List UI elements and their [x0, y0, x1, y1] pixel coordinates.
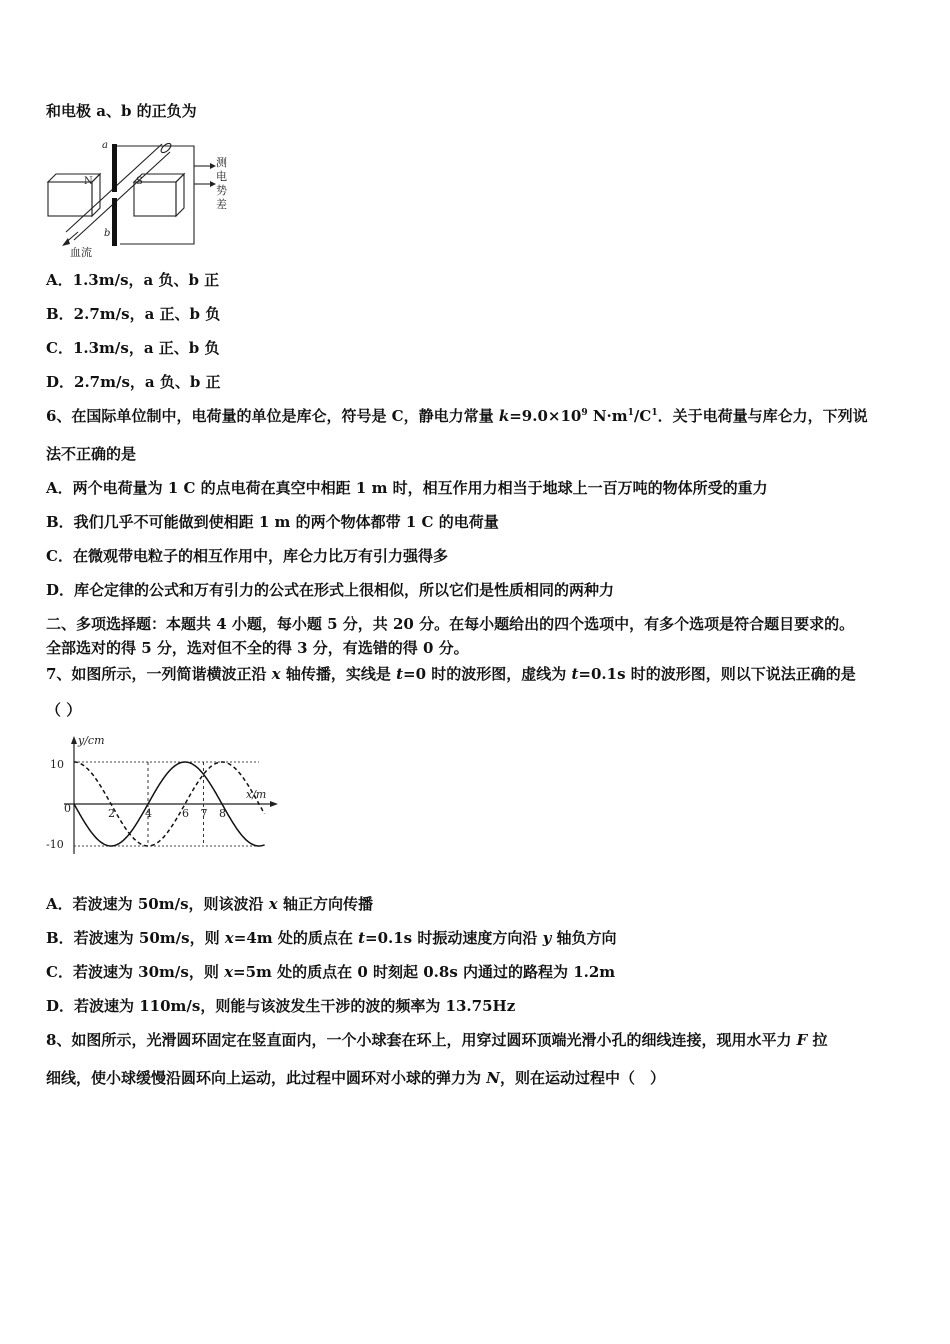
vessel-end	[160, 142, 173, 154]
magnet-s-side	[176, 174, 184, 216]
q8-stem-line2: 细线，使小球缓慢沿圆环向上运动，此过程中圆环对小球的弹力为 N，则在运动过程中（ ）	[46, 1069, 665, 1087]
vessel-lower-edge	[74, 152, 170, 240]
q6-option-b: B．我们几乎不可能做到使相距 1 m 的两个物体都带 1 C 的电荷量	[46, 513, 499, 531]
x-tick-6: 6	[182, 807, 189, 820]
side-label-2: 电	[216, 170, 227, 183]
q7-stem: 7、如图所示，一列简谐横波正沿 x 轴传播，实线是 t=0 时的波形图，虚线为 t=0.1s 时的波形图，则以下说法正确的是	[46, 665, 856, 683]
label-blood-flow: 血流	[70, 246, 92, 258]
label-n: N	[84, 176, 93, 187]
x-tick-8: 8	[219, 807, 226, 820]
q6-option-c: C．在微观带电粒子的相互作用中，库仑力比万有引力强得多	[46, 547, 448, 565]
q6-stem-line1: 6、在国际单位制中，电荷量的单位是库仑，符号是 C，静电力常量 $k=9.0\times 10^9$ $N\cdot m^1/C^1$．关于电荷量与库仑力，下列说	[46, 407, 868, 425]
y-tick-10: 10	[50, 758, 64, 771]
y-tick-minus10: -10	[46, 838, 64, 851]
y-tick-0: 0	[64, 802, 71, 815]
q5-option-d: D．2.7m/s，a 负、b 正	[46, 373, 221, 391]
label-b: b	[104, 228, 111, 239]
x-tick-7: 7	[200, 807, 208, 820]
label-a: a	[102, 140, 108, 151]
magnet-s-front	[134, 182, 176, 216]
q6-stem-line2: 法不正确的是	[46, 445, 137, 463]
circuit-wire	[116, 146, 194, 244]
q5-option-b: B．2.7m/s，a 正、b 负	[46, 305, 221, 323]
q8-stem-line1: 8、如图所示，光滑圆环固定在竖直面内，一个小球套在环上，用穿过圆环顶端光滑小孔的细线连接，现用水平力 F 拉	[46, 1031, 828, 1049]
label-s: S	[136, 176, 143, 187]
x-tick-4: 4	[145, 807, 152, 820]
q7-option-c: C．若波速为 30m/s，则 x=5m 处的质点在 0 时刻起 0.8s 内通过的路程为 1.2m	[46, 963, 616, 981]
y-axis-label: y/cm	[78, 734, 105, 747]
q5-option-c: C．1.3m/s，a 正、b 负	[46, 339, 220, 357]
side-label-4: 差	[216, 198, 227, 211]
wave-chart	[42, 732, 282, 862]
q5-option-a: A．1.3m/s，a 负、b 正	[46, 271, 220, 289]
q7-option-b: B．若波速为 50m/s，则 x=4m 处的质点在 t=0.1s 时振动速度方向沿 y 轴负方向	[46, 929, 617, 947]
side-label-1: 测	[216, 156, 227, 169]
q6-option-d: D．库仑定律的公式和万有引力的公式在形式上很相似，所以它们是性质相同的两种力	[46, 581, 615, 599]
x-tick-2: 2	[108, 807, 115, 820]
q7-bracket: （ ）	[46, 701, 82, 719]
q6-option-a: A．两个电荷量为 1 C 的点电荷在真空中相距 1 m 时，相互作用力相当于地球上一百万吨的物体所受的重力	[46, 479, 768, 497]
q7-option-a: A．若波速为 50m/s，则该波沿 x 轴正方向传播	[46, 895, 373, 913]
magnet-n-front	[48, 182, 92, 216]
section2-line1: 二、多项选择题：本题共 4 小题，每小题 5 分，共 20 分。在每小题给出的四个选项中，有多个选项是符合题目要求的。	[46, 615, 855, 633]
electrode-b	[112, 198, 117, 246]
magnet-n-side	[92, 174, 100, 216]
electrode-a	[112, 144, 117, 192]
x-axis-label: x/m	[246, 788, 267, 801]
q7-option-d: D．若波速为 110m/s，则能与该波发生干涉的波的频率为 13.75Hz	[46, 997, 516, 1015]
x-axis-arrowhead	[270, 801, 278, 807]
y-axis-arrowhead	[71, 736, 77, 744]
q5-stem-tail: 和电极 a、b 的正负为	[46, 102, 197, 120]
flowmeter-figure	[44, 136, 234, 258]
side-label-3: 势	[216, 184, 227, 197]
section2-line2: 全部选对的得 5 分，选对但不全的得 3 分，有选错的得 0 分。	[46, 639, 469, 657]
